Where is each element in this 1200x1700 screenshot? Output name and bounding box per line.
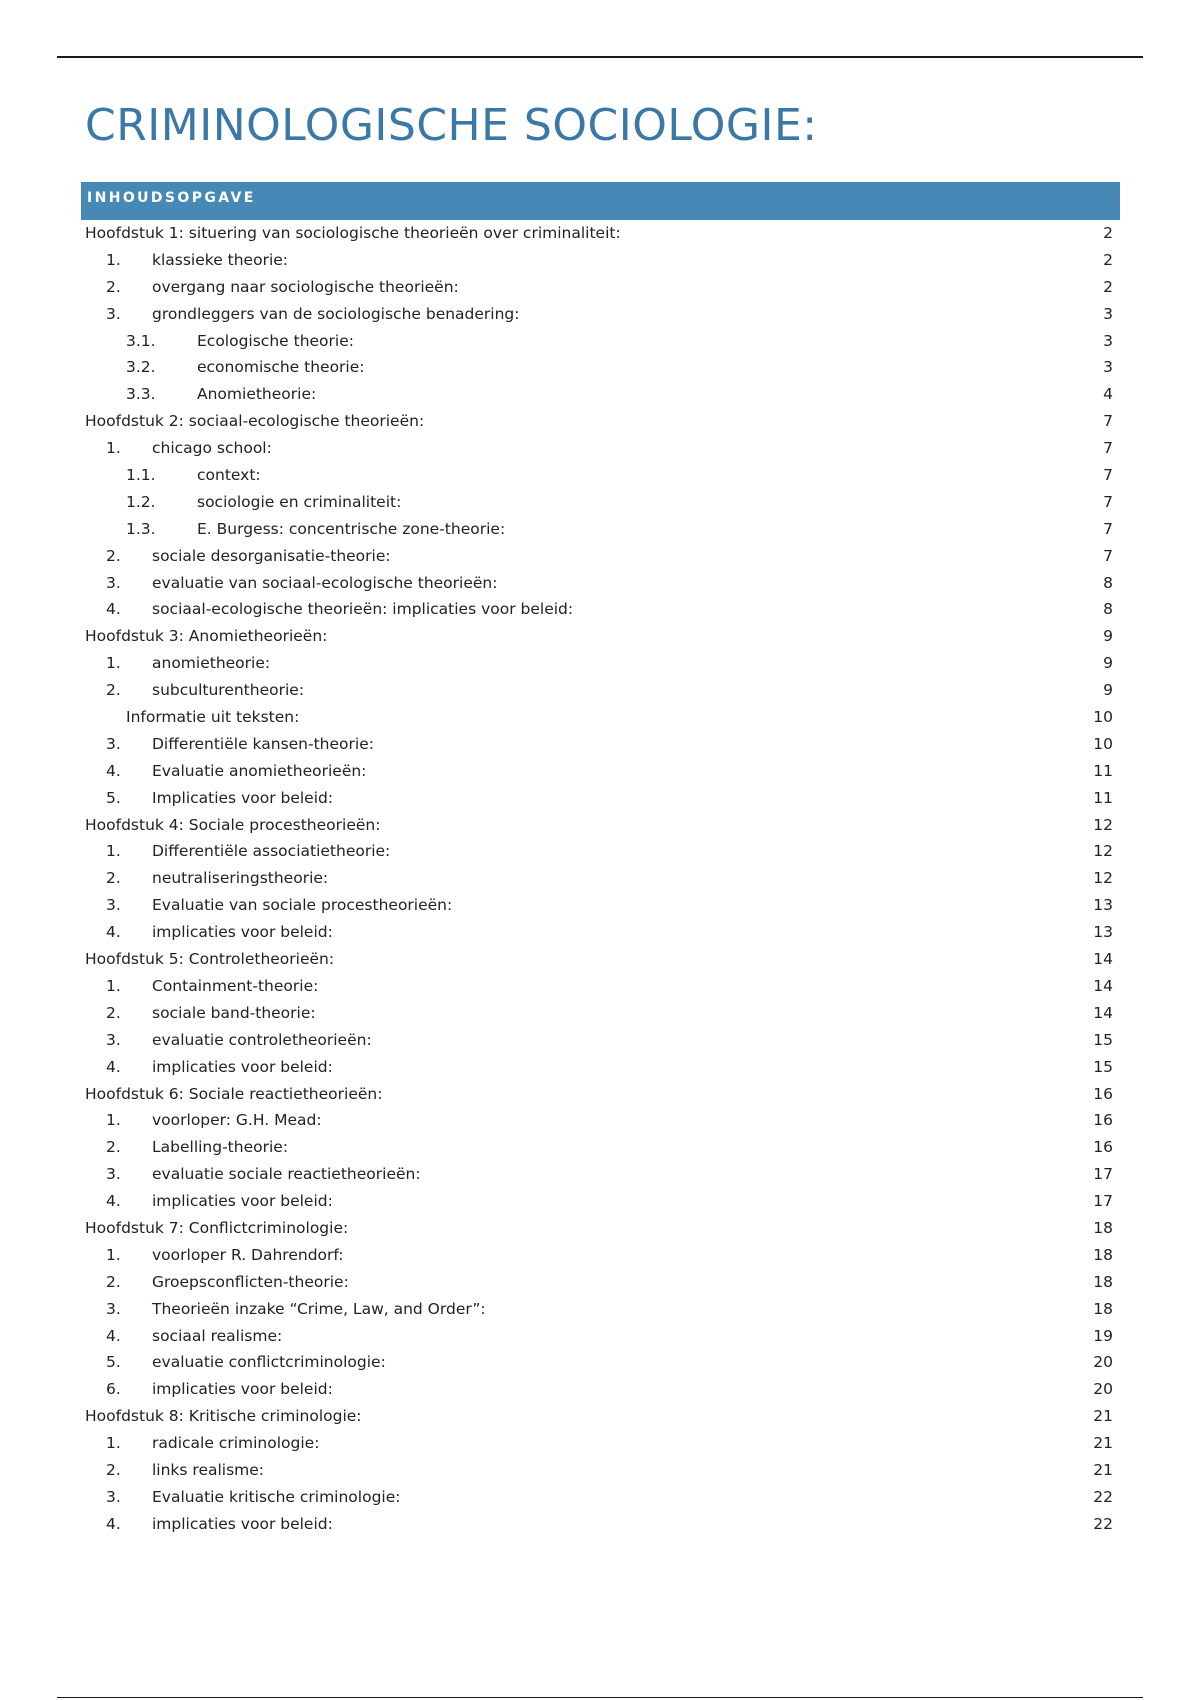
toc-entry-page-number: 13	[1093, 923, 1113, 942]
toc-entry-title[interactable]: context:	[197, 466, 261, 485]
toc-entry-title[interactable]: Evaluatie kritische criminologie:	[152, 1487, 401, 1506]
toc-entry-page-number: 2	[1103, 250, 1113, 269]
toc-entry[interactable]	[85, 489, 1117, 516]
toc-entry-title[interactable]: overgang naar sociologische theorieën:	[152, 277, 459, 296]
toc-entry-page-number: 8	[1103, 573, 1113, 592]
toc-entry[interactable]	[85, 596, 1117, 623]
toc-entry[interactable]	[85, 865, 1117, 892]
toc-entry-title[interactable]: Labelling-theorie:	[152, 1138, 289, 1157]
toc-entry-title[interactable]: implicaties voor beleid:	[152, 1057, 333, 1076]
toc-entry[interactable]	[85, 677, 1117, 704]
toc-entry-number: 4.	[106, 1057, 121, 1076]
toc-entry-page-number: 21	[1093, 1434, 1113, 1453]
table-of-contents	[85, 220, 1117, 1538]
toc-entry-number: 3.	[106, 734, 121, 753]
toc-entry[interactable]	[85, 543, 1117, 570]
toc-entry[interactable]	[85, 892, 1117, 919]
toc-entry-page-number: 9	[1103, 681, 1113, 700]
toc-entry-title[interactable]: Anomietheorie:	[197, 385, 317, 404]
toc-entry[interactable]	[85, 1349, 1117, 1376]
toc-entry-number: 1.	[106, 1434, 121, 1453]
toc-entry-page-number: 15	[1093, 1030, 1113, 1049]
toc-entry-number: 3.1.	[126, 331, 156, 350]
toc-entry-page-number: 16	[1093, 1084, 1113, 1103]
toc-entry-number: 3.	[106, 1165, 121, 1184]
toc-entry[interactable]	[85, 381, 1117, 408]
toc-entry-number: 1.	[106, 250, 121, 269]
toc-entry-title[interactable]: Hoofdstuk 4: Sociale procestheorieën:	[85, 815, 381, 834]
toc-entry-number: 1.	[106, 976, 121, 995]
toc-entry-title[interactable]: grondleggers van de sociologische benadering:	[152, 304, 520, 323]
toc-entry-number: 1.	[106, 842, 121, 861]
toc-entry-number: 3.3.	[126, 385, 156, 404]
toc-entry-title[interactable]: voorloper R. Dahrendorf:	[152, 1245, 344, 1264]
toc-entry-title[interactable]: implicaties voor beleid:	[152, 923, 333, 942]
toc-entry[interactable]	[85, 1188, 1117, 1215]
toc-entry-number: 5.	[106, 1353, 121, 1372]
toc-entry-page-number: 7	[1103, 546, 1113, 565]
toc-entry[interactable]	[85, 1511, 1117, 1538]
toc-chapter-entry[interactable]	[85, 220, 1117, 247]
toc-entry-page-number: 9	[1103, 654, 1113, 673]
document-title: CRIMINOLOGISCHE SOCIOLOGIE:	[85, 100, 818, 151]
toc-entry-page-number: 22	[1093, 1514, 1113, 1533]
toc-entry-page-number: 2	[1103, 224, 1113, 242]
toc-entry-page-number: 3	[1103, 304, 1113, 323]
toc-entry[interactable]	[85, 919, 1117, 946]
toc-entry-title[interactable]: evaluatie conflictcriminologie:	[152, 1353, 386, 1372]
toc-entry-title[interactable]: voorloper: G.H. Mead:	[152, 1111, 322, 1130]
toc-entry-title[interactable]: Differentiële associatietheorie:	[152, 842, 391, 861]
toc-entry[interactable]	[85, 1376, 1117, 1403]
toc-entry-number: 3.	[106, 1299, 121, 1318]
toc-entry-title[interactable]: klassieke theorie:	[152, 250, 289, 269]
toc-entry-number: 1.	[106, 654, 121, 673]
toc-entry[interactable]	[85, 1134, 1117, 1161]
toc-entry-title[interactable]: Groepsconflicten-theorie:	[152, 1272, 349, 1291]
toc-entry[interactable]	[85, 1242, 1117, 1269]
toc-entry-number: 3.	[106, 304, 121, 323]
toc-entry[interactable]	[85, 785, 1117, 812]
toc-entry[interactable]	[85, 354, 1117, 381]
toc-entry-number: 3.2.	[126, 358, 156, 377]
toc-entry-title[interactable]: links realisme:	[152, 1460, 265, 1479]
toc-entry-page-number: 15	[1093, 1057, 1113, 1076]
toc-entry-number: 2.	[106, 869, 121, 888]
toc-entry[interactable]	[85, 1269, 1117, 1296]
toc-entry-number: 4.	[106, 1514, 121, 1533]
bottom-rule	[57, 1697, 1143, 1698]
toc-entry-number: 2.	[106, 1138, 121, 1157]
toc-chapter-entry[interactable]	[85, 1215, 1117, 1242]
toc-entry-number: 4.	[106, 600, 121, 619]
toc-entry-page-number: 4	[1103, 385, 1113, 404]
toc-entry-page-number: 12	[1093, 869, 1113, 888]
toc-entry-title[interactable]: Differentiële kansen-theorie:	[152, 734, 374, 753]
toc-entry-title[interactable]: radicale criminologie:	[152, 1434, 320, 1453]
toc-entry-title[interactable]: anomietheorie:	[152, 654, 271, 673]
toc-entry-number: 2.	[106, 681, 121, 700]
toc-entry[interactable]	[85, 1054, 1117, 1081]
toc-entry[interactable]	[85, 1430, 1117, 1457]
toc-entry-title[interactable]: Evaluatie van sociale procestheorieën:	[152, 896, 453, 915]
toc-entry-page-number: 18	[1093, 1299, 1113, 1318]
toc-entry[interactable]	[85, 570, 1117, 597]
toc-entry-page-number: 8	[1103, 600, 1113, 619]
toc-entry-page-number: 22	[1093, 1487, 1113, 1506]
toc-entry-number: 2.	[106, 546, 121, 565]
toc-entry-title[interactable]: sociologie en criminaliteit:	[197, 492, 402, 511]
toc-entry-title[interactable]: subculturentheorie:	[152, 681, 305, 700]
toc-entry-page-number: 7	[1103, 466, 1113, 485]
toc-entry-title[interactable]: Hoofdstuk 1: situering van sociologische theorieën over criminaliteit:	[85, 224, 621, 242]
toc-entry-page-number: 11	[1093, 761, 1113, 780]
toc-entry-number: 6.	[106, 1380, 121, 1399]
toc-entry[interactable]	[85, 838, 1117, 865]
toc-entry-page-number: 17	[1093, 1165, 1113, 1184]
toc-entry[interactable]	[85, 650, 1117, 677]
toc-entry-page-number: 13	[1093, 896, 1113, 915]
toc-entry-number: 2.	[106, 1003, 121, 1022]
toc-entry-number: 4.	[106, 761, 121, 780]
toc-entry-title[interactable]: Implicaties voor beleid:	[152, 788, 334, 807]
toc-entry-page-number: 14	[1093, 950, 1113, 969]
toc-entry-page-number: 7	[1103, 412, 1113, 431]
toc-entry-title[interactable]: Hoofdstuk 2: sociaal-ecologische theorieën:	[85, 412, 425, 431]
toc-heading: INHOUDSOPGAVE	[81, 182, 1120, 220]
toc-entry[interactable]	[85, 1457, 1117, 1484]
toc-entry[interactable]	[85, 1000, 1117, 1027]
toc-entry-title[interactable]: sociaal-ecologische theorieën: implicaties voor beleid:	[152, 600, 574, 619]
toc-entry-title[interactable]: Hoofdstuk 5: Controletheorieën:	[85, 950, 335, 969]
toc-chapter-entry[interactable]	[85, 946, 1117, 973]
toc-entry-page-number: 18	[1093, 1272, 1113, 1291]
toc-chapter-entry[interactable]	[85, 623, 1117, 650]
toc-entry-number: 3.	[106, 1487, 121, 1506]
toc-entry[interactable]	[85, 1027, 1117, 1054]
toc-entry-title[interactable]: economische theorie:	[197, 358, 365, 377]
toc-entry-page-number: 7	[1103, 519, 1113, 538]
toc-entry-page-number: 16	[1093, 1138, 1113, 1157]
top-rule	[57, 56, 1143, 58]
toc-entry-title[interactable]: implicaties voor beleid:	[152, 1514, 333, 1533]
toc-entry-title[interactable]: implicaties voor beleid:	[152, 1380, 333, 1399]
toc-entry[interactable]	[85, 435, 1117, 462]
toc-entry-number: 1.3.	[126, 519, 156, 538]
toc-entry-title[interactable]: sociaal realisme:	[152, 1326, 283, 1345]
toc-chapter-entry[interactable]	[85, 1081, 1117, 1108]
toc-entry[interactable]	[85, 516, 1117, 543]
toc-entry-page-number: 10	[1093, 734, 1113, 753]
toc-entry-page-number: 7	[1103, 439, 1113, 458]
toc-entry[interactable]	[85, 1161, 1117, 1188]
toc-entry[interactable]	[85, 328, 1117, 355]
toc-entry-number: 4.	[106, 1326, 121, 1345]
toc-entry-number: 4.	[106, 923, 121, 942]
toc-entry[interactable]	[85, 1107, 1117, 1134]
toc-entry-title[interactable]: Hoofdstuk 3: Anomietheorieën:	[85, 627, 328, 646]
toc-entry[interactable]	[85, 1296, 1117, 1323]
toc-entry-page-number: 19	[1093, 1326, 1113, 1345]
toc-entry[interactable]	[85, 973, 1117, 1000]
toc-entry-page-number: 17	[1093, 1192, 1113, 1211]
toc-entry-page-number: 3	[1103, 331, 1113, 350]
toc-entry-title[interactable]: Containment-theorie:	[152, 976, 319, 995]
toc-entry-page-number: 20	[1093, 1353, 1113, 1372]
toc-entry-title[interactable]: Ecologische theorie:	[197, 331, 354, 350]
toc-entry-title[interactable]: evaluatie sociale reactietheorieën:	[152, 1165, 421, 1184]
toc-entry-number: 1.	[106, 1111, 121, 1130]
toc-entry-number: 4.	[106, 1192, 121, 1211]
toc-entry-title[interactable]: implicaties voor beleid:	[152, 1192, 333, 1211]
toc-entry-page-number: 10	[1093, 708, 1113, 727]
toc-entry[interactable]	[85, 1323, 1117, 1350]
toc-chapter-entry[interactable]	[85, 408, 1117, 435]
toc-entry-number: 2.	[106, 277, 121, 296]
toc-entry-number: 1.	[106, 439, 121, 458]
toc-entry[interactable]	[85, 731, 1117, 758]
toc-entry[interactable]	[85, 704, 1117, 731]
toc-entry-number: 1.2.	[126, 492, 156, 511]
toc-entry-page-number: 21	[1093, 1407, 1113, 1426]
toc-entry-title[interactable]: Informatie uit teksten:	[126, 708, 300, 727]
toc-entry-title[interactable]: Hoofdstuk 7: Conflictcriminologie:	[85, 1218, 349, 1237]
toc-entry-page-number: 21	[1093, 1460, 1113, 1479]
toc-entry-page-number: 11	[1093, 788, 1113, 807]
toc-entry-title[interactable]: evaluatie controletheorieën:	[152, 1030, 372, 1049]
toc-entry-title[interactable]: sociale desorganisatie-theorie:	[152, 546, 391, 565]
toc-entry-page-number: 2	[1103, 277, 1113, 296]
toc-entry-page-number: 12	[1093, 842, 1113, 861]
toc-entry-title[interactable]: chicago school:	[152, 439, 272, 458]
toc-entry-title[interactable]: sociale band-theorie:	[152, 1003, 316, 1022]
toc-entry-number: 3.	[106, 573, 121, 592]
toc-entry[interactable]	[85, 247, 1117, 274]
toc-entry[interactable]	[85, 462, 1117, 489]
toc-entry[interactable]	[85, 274, 1117, 301]
toc-entry-number: 2.	[106, 1460, 121, 1479]
toc-chapter-entry[interactable]	[85, 812, 1117, 839]
toc-entry-page-number: 14	[1093, 1003, 1113, 1022]
toc-entry-title[interactable]: Hoofdstuk 8: Kritische criminologie:	[85, 1407, 362, 1426]
toc-entry[interactable]	[85, 1484, 1117, 1511]
toc-entry-number: 1.1.	[126, 466, 156, 485]
toc-entry-title[interactable]: evaluatie van sociaal-ecologische theorieën:	[152, 573, 498, 592]
toc-entry-page-number: 20	[1093, 1380, 1113, 1399]
toc-entry-page-number: 3	[1103, 358, 1113, 377]
toc-entry-title[interactable]: Hoofdstuk 6: Sociale reactietheorieën:	[85, 1084, 383, 1103]
toc-entry-page-number: 12	[1093, 815, 1113, 834]
toc-entry-page-number: 16	[1093, 1111, 1113, 1130]
toc-entry-page-number: 18	[1093, 1245, 1113, 1264]
toc-entry-number: 3.	[106, 1030, 121, 1049]
toc-chapter-entry[interactable]	[85, 1403, 1117, 1430]
toc-entry-number: 3.	[106, 896, 121, 915]
toc-entry-title[interactable]: Theorieën inzake “Crime, Law, and Order”:	[152, 1299, 486, 1318]
toc-entry-number: 2.	[106, 1272, 121, 1291]
toc-entry-number: 1.	[106, 1245, 121, 1264]
toc-entry-page-number: 9	[1103, 627, 1113, 646]
toc-entry-number: 5.	[106, 788, 121, 807]
toc-entry[interactable]	[85, 301, 1117, 328]
toc-entry-page-number: 7	[1103, 492, 1113, 511]
toc-entry-page-number: 18	[1093, 1218, 1113, 1237]
toc-entry[interactable]	[85, 758, 1117, 785]
toc-entry-title[interactable]: Evaluatie anomietheorieën:	[152, 761, 367, 780]
toc-entry-page-number: 14	[1093, 976, 1113, 995]
toc-entry-title[interactable]: neutraliseringstheorie:	[152, 869, 329, 888]
toc-entry-title[interactable]: E. Burgess: concentrische zone-theorie:	[197, 519, 506, 538]
